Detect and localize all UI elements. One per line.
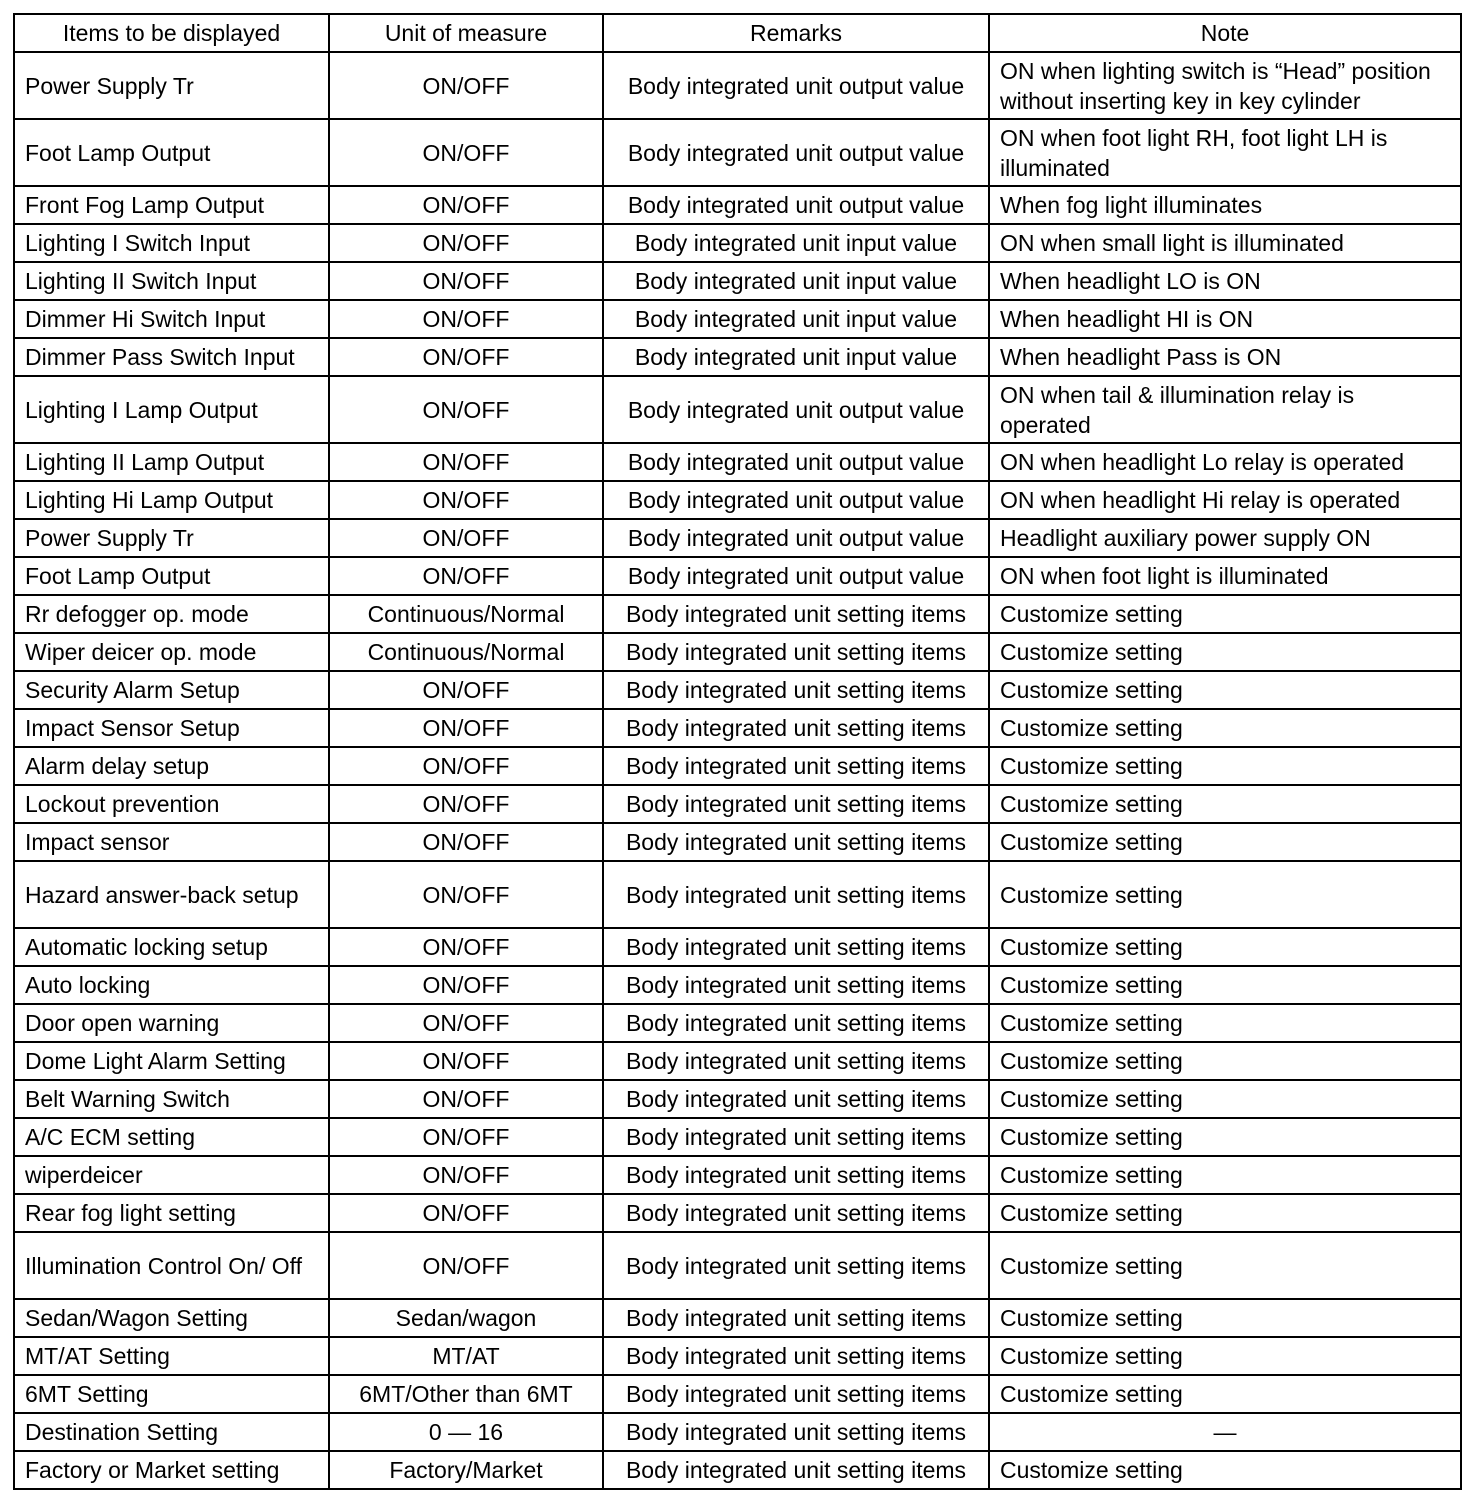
unit-cell: ON/OFF: [329, 443, 603, 481]
item-cell: Destination Setting: [14, 1413, 329, 1451]
note-cell: Customize setting: [989, 1080, 1461, 1118]
table-row: [14, 1299, 1461, 1337]
unit-cell: ON/OFF: [329, 224, 603, 262]
unit-cell: ON/OFF: [329, 1118, 603, 1156]
note-cell: ON when headlight Hi relay is operated: [989, 481, 1461, 519]
item-cell: Dimmer Hi Switch Input: [14, 300, 329, 338]
remarks-cell: Body integrated unit setting items: [603, 1413, 989, 1451]
table-row: [14, 376, 1461, 443]
remarks-cell: Body integrated unit setting items: [603, 633, 989, 671]
table-row: [14, 300, 1461, 338]
note-cell: Customize setting: [989, 633, 1461, 671]
remarks-cell: Body integrated unit setting items: [603, 785, 989, 823]
remarks-cell: Body integrated unit output value: [603, 52, 989, 119]
note-cell: ON when foot light is illuminated: [989, 557, 1461, 595]
item-cell: MT/AT Setting: [14, 1337, 329, 1375]
table-row: [14, 595, 1461, 633]
table-row: [14, 709, 1461, 747]
remarks-cell: Body integrated unit setting items: [603, 1299, 989, 1337]
unit-cell: Continuous/Normal: [329, 633, 603, 671]
unit-cell: ON/OFF: [329, 823, 603, 861]
table-row: [14, 1194, 1461, 1232]
remarks-cell: Body integrated unit input value: [603, 224, 989, 262]
item-cell: wiperdeicer: [14, 1156, 329, 1194]
note-cell: Customize setting: [989, 785, 1461, 823]
note-cell: Customize setting: [989, 861, 1461, 928]
item-cell: Sedan/Wagon Setting: [14, 1299, 329, 1337]
remarks-cell: Body integrated unit output value: [603, 557, 989, 595]
item-cell: Front Fog Lamp Output: [14, 186, 329, 224]
note-cell: When headlight LO is ON: [989, 262, 1461, 300]
table-row: [14, 262, 1461, 300]
unit-cell: MT/AT: [329, 1337, 603, 1375]
unit-cell: ON/OFF: [329, 376, 603, 443]
remarks-cell: Body integrated unit output value: [603, 376, 989, 443]
unit-cell: ON/OFF: [329, 1232, 603, 1299]
item-cell: Factory or Market setting: [14, 1451, 329, 1489]
remarks-cell: Body integrated unit setting items: [603, 966, 989, 1004]
note-cell: Customize setting: [989, 1042, 1461, 1080]
remarks-cell: Body integrated unit setting items: [603, 1042, 989, 1080]
unit-cell: ON/OFF: [329, 1080, 603, 1118]
note-cell: ON when lighting switch is “Head” position without inserting key in key cylinder: [989, 52, 1461, 119]
item-cell: Lighting II Lamp Output: [14, 443, 329, 481]
table-row: [14, 823, 1461, 861]
table-row: [14, 633, 1461, 671]
item-cell: Lighting I Switch Input: [14, 224, 329, 262]
remarks-cell: Body integrated unit setting items: [603, 671, 989, 709]
note-cell: Customize setting: [989, 709, 1461, 747]
item-cell: Illumination Control On/ Off: [14, 1232, 329, 1299]
table-row: [14, 557, 1461, 595]
remarks-cell: Body integrated unit setting items: [603, 595, 989, 633]
remarks-cell: Body integrated unit input value: [603, 300, 989, 338]
note-cell: Headlight auxiliary power supply ON: [989, 519, 1461, 557]
unit-cell: ON/OFF: [329, 262, 603, 300]
table-row: [14, 1004, 1461, 1042]
remarks-cell: Body integrated unit setting items: [603, 1232, 989, 1299]
table-row: [14, 338, 1461, 376]
remarks-cell: Body integrated unit setting items: [603, 928, 989, 966]
item-cell: A/C ECM setting: [14, 1118, 329, 1156]
table-row: [14, 1080, 1461, 1118]
note-cell: Customize setting: [989, 1156, 1461, 1194]
unit-cell: ON/OFF: [329, 709, 603, 747]
note-cell: Customize setting: [989, 595, 1461, 633]
item-cell: Automatic locking setup: [14, 928, 329, 966]
unit-cell: ON/OFF: [329, 1042, 603, 1080]
header-items: Items to be displayed: [14, 14, 329, 52]
unit-cell: ON/OFF: [329, 519, 603, 557]
item-cell: Auto locking: [14, 966, 329, 1004]
item-cell: Impact sensor: [14, 823, 329, 861]
remarks-cell: Body integrated unit setting items: [603, 1194, 989, 1232]
unit-cell: Sedan/wagon: [329, 1299, 603, 1337]
unit-cell: ON/OFF: [329, 671, 603, 709]
table-row: [14, 481, 1461, 519]
note-cell: Customize setting: [989, 1232, 1461, 1299]
note-cell: Customize setting: [989, 966, 1461, 1004]
table-row: [14, 861, 1461, 928]
item-cell: Foot Lamp Output: [14, 557, 329, 595]
note-cell: Customize setting: [989, 1451, 1461, 1489]
remarks-cell: Body integrated unit setting items: [603, 1375, 989, 1413]
remarks-cell: Body integrated unit setting items: [603, 1080, 989, 1118]
remarks-cell: Body integrated unit setting items: [603, 709, 989, 747]
unit-cell: 0 — 16: [329, 1413, 603, 1451]
note-cell: Customize setting: [989, 671, 1461, 709]
item-cell: Lockout prevention: [14, 785, 329, 823]
note-cell: Customize setting: [989, 1299, 1461, 1337]
table-row: [14, 671, 1461, 709]
remarks-cell: Body integrated unit setting items: [603, 1451, 989, 1489]
table-row: [14, 1156, 1461, 1194]
unit-cell: ON/OFF: [329, 1004, 603, 1042]
note-cell: Customize setting: [989, 1118, 1461, 1156]
remarks-cell: Body integrated unit setting items: [603, 861, 989, 928]
note-cell: ON when small light is illuminated: [989, 224, 1461, 262]
item-cell: Lighting II Switch Input: [14, 262, 329, 300]
item-cell: Power Supply Tr: [14, 519, 329, 557]
unit-cell: ON/OFF: [329, 300, 603, 338]
table-row: [14, 1413, 1461, 1451]
remarks-cell: Body integrated unit output value: [603, 119, 989, 186]
table-row: [14, 747, 1461, 785]
remarks-cell: Body integrated unit setting items: [603, 747, 989, 785]
note-cell: ON when headlight Lo relay is operated: [989, 443, 1461, 481]
table-row: [14, 52, 1461, 119]
unit-cell: ON/OFF: [329, 52, 603, 119]
item-cell: Hazard answer-back setup: [14, 861, 329, 928]
item-cell: Door open warning: [14, 1004, 329, 1042]
note-cell: Customize setting: [989, 1194, 1461, 1232]
remarks-cell: Body integrated unit setting items: [603, 823, 989, 861]
note-cell: Customize setting: [989, 747, 1461, 785]
table-row: [14, 224, 1461, 262]
unit-cell: ON/OFF: [329, 1156, 603, 1194]
table-row: [14, 1042, 1461, 1080]
data-monitor-table: [13, 13, 1462, 1490]
note-cell: ON when foot light RH, foot light LH is illuminated: [989, 119, 1461, 186]
unit-cell: ON/OFF: [329, 338, 603, 376]
header-note: Note: [989, 14, 1461, 52]
note-cell: Customize setting: [989, 928, 1461, 966]
item-cell: Belt Warning Switch: [14, 1080, 329, 1118]
table-row: [14, 443, 1461, 481]
remarks-cell: Body integrated unit setting items: [603, 1004, 989, 1042]
item-cell: Rr defogger op. mode: [14, 595, 329, 633]
note-cell: Customize setting: [989, 823, 1461, 861]
unit-cell: ON/OFF: [329, 186, 603, 224]
unit-cell: ON/OFF: [329, 481, 603, 519]
item-cell: Power Supply Tr: [14, 52, 329, 119]
table-header: [14, 14, 1461, 52]
table-row: [14, 1118, 1461, 1156]
item-cell: Foot Lamp Output: [14, 119, 329, 186]
unit-cell: ON/OFF: [329, 119, 603, 186]
item-cell: Alarm delay setup: [14, 747, 329, 785]
table-row: [14, 1232, 1461, 1299]
note-cell: ON when tail & illumination relay is operated: [989, 376, 1461, 443]
unit-cell: ON/OFF: [329, 861, 603, 928]
unit-cell: ON/OFF: [329, 928, 603, 966]
item-cell: Wiper deicer op. mode: [14, 633, 329, 671]
remarks-cell: Body integrated unit output value: [603, 481, 989, 519]
note-cell: —: [989, 1413, 1461, 1451]
remarks-cell: Body integrated unit setting items: [603, 1337, 989, 1375]
table-row: [14, 1451, 1461, 1489]
item-cell: Security Alarm Setup: [14, 671, 329, 709]
remarks-cell: Body integrated unit input value: [603, 262, 989, 300]
table-row: [14, 186, 1461, 224]
table-body: [14, 52, 1461, 1489]
remarks-cell: Body integrated unit setting items: [603, 1156, 989, 1194]
table-row: [14, 928, 1461, 966]
remarks-cell: Body integrated unit input value: [603, 338, 989, 376]
item-cell: Lighting Hi Lamp Output: [14, 481, 329, 519]
note-cell: Customize setting: [989, 1004, 1461, 1042]
table-row: [14, 966, 1461, 1004]
unit-cell: ON/OFF: [329, 1194, 603, 1232]
note-cell: When fog light illuminates: [989, 186, 1461, 224]
item-cell: Dimmer Pass Switch Input: [14, 338, 329, 376]
item-cell: Lighting I Lamp Output: [14, 376, 329, 443]
unit-cell: 6MT/Other than 6MT: [329, 1375, 603, 1413]
note-cell: Customize setting: [989, 1375, 1461, 1413]
unit-cell: ON/OFF: [329, 557, 603, 595]
remarks-cell: Body integrated unit output value: [603, 519, 989, 557]
remarks-cell: Body integrated unit output value: [603, 186, 989, 224]
unit-cell: ON/OFF: [329, 966, 603, 1004]
table-row: [14, 519, 1461, 557]
remarks-cell: Body integrated unit setting items: [603, 1118, 989, 1156]
table-row: [14, 1375, 1461, 1413]
table-row: [14, 785, 1461, 823]
item-cell: Impact Sensor Setup: [14, 709, 329, 747]
unit-cell: ON/OFF: [329, 747, 603, 785]
table-row: [14, 1337, 1461, 1375]
item-cell: Dome Light Alarm Setting: [14, 1042, 329, 1080]
header-unit: Unit of measure: [329, 14, 603, 52]
note-cell: When headlight Pass is ON: [989, 338, 1461, 376]
unit-cell: Factory/Market: [329, 1451, 603, 1489]
table-row: [14, 119, 1461, 186]
item-cell: Rear fog light setting: [14, 1194, 329, 1232]
item-cell: 6MT Setting: [14, 1375, 329, 1413]
unit-cell: ON/OFF: [329, 785, 603, 823]
unit-cell: Continuous/Normal: [329, 595, 603, 633]
remarks-cell: Body integrated unit output value: [603, 443, 989, 481]
header-remarks: Remarks: [603, 14, 989, 52]
note-cell: When headlight HI is ON: [989, 300, 1461, 338]
note-cell: Customize setting: [989, 1337, 1461, 1375]
header-row: [14, 14, 1461, 52]
